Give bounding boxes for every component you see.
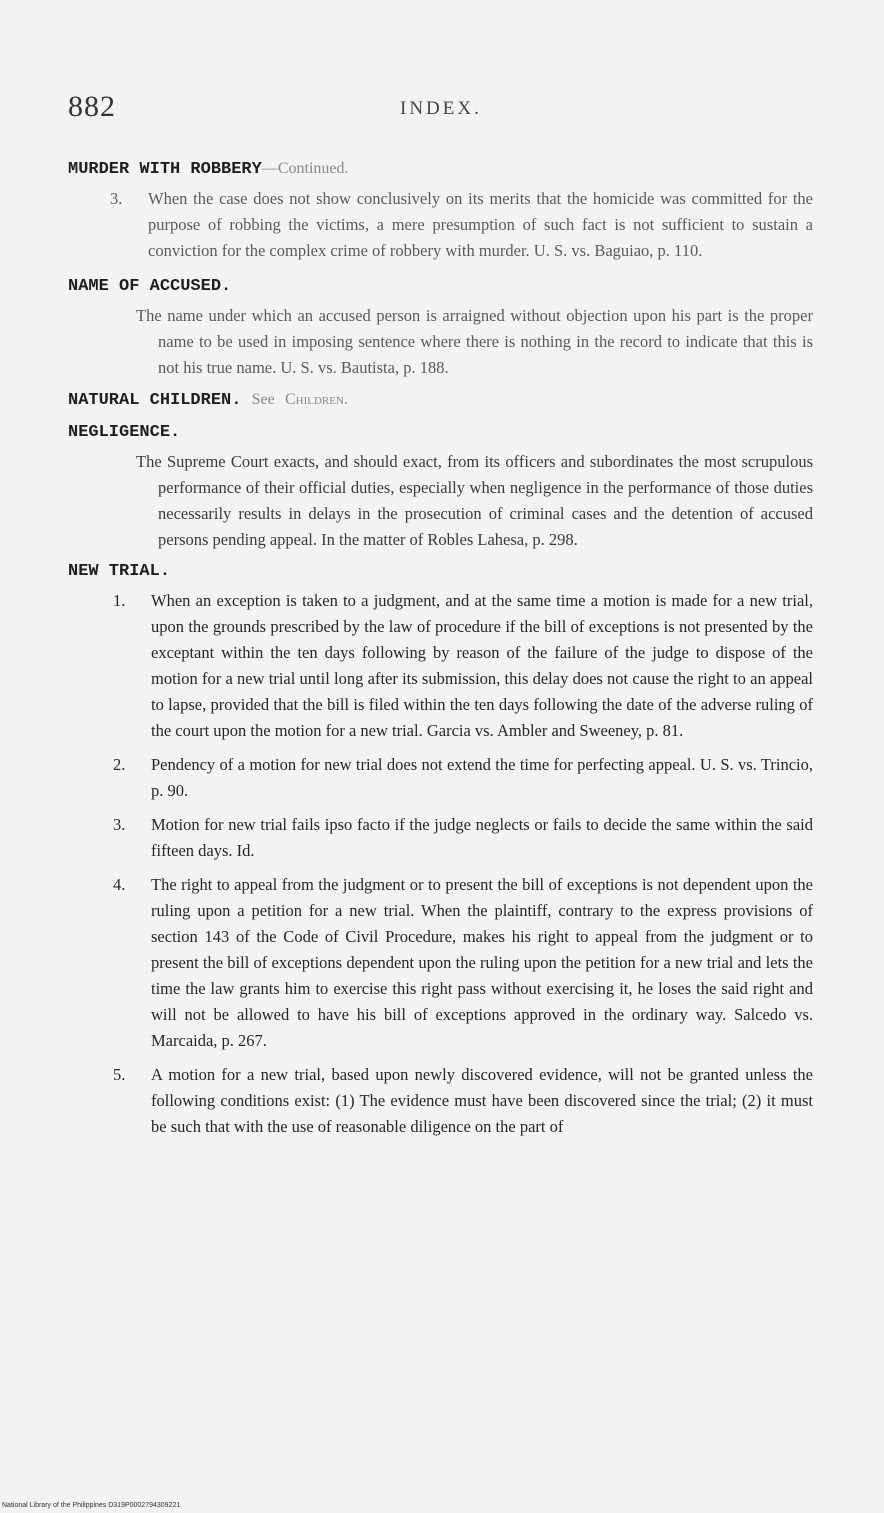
see-label: See [251, 391, 275, 408]
index-content [68, 150, 813, 1148]
entry-title: NATURAL CHILDREN. [68, 391, 242, 410]
scan-footer: National Library of the Philippines D319P0002794309221 [2, 1502, 181, 1509]
running-head: INDEX. [400, 98, 482, 119]
list-item [68, 588, 813, 748]
item-text: When an exception is taken to a judgment, and at the same time a motion is made for a new trial, upon the grounds prescribed by the law of procedure if the bill of exceptions is not presented by the exceptant within the ten days following by reason of the failure of the judge to dispose of the motion for a new trial until long after its submission, this delay does not cause the right to an appeal to lapse, provided that the bill is filed within the ten days following the date of the adverse ruling of the court upon the motion for a new trial. Garcia vs. Ambler and Sweeney, p. 81. [151, 591, 813, 740]
entry-heading-new-trial: NEW TRIAL. [68, 562, 171, 581]
entry-text: The name under which an accused person is arraigned without objection upon his part is the proper name to be used in imposing sentence where there is nothing in the record to indicate that this is not his true name. U. S. vs. Bautista, p. 188. [136, 306, 813, 377]
item-number: 5. [113, 1065, 126, 1084]
entry-heading-negligence: NEGLIGENCE. [68, 423, 181, 442]
item-text: When the case does not show conclusively on its merits that the homicide was committed for the purpose of robbing the victims, a mere presumption of such fact is not sufficient to sustain a conviction for the complex crime of robbery with murder. U. S. vs. Baguiao, p. 110. [148, 189, 813, 260]
item-number: 3. [113, 815, 126, 834]
entry-heading-natural-children [68, 387, 813, 414]
item-number: 2. [113, 755, 126, 774]
entry-text: The Supreme Court exacts, and should exact, from its officers and subordinates the most scrupulous performance of their official duties, especially when negligence in the performance of those duties necessarily results in delays in the prosecution of criminal cases and the detention of accused persons pending appeal. In the matter of Robles Lahesa, p. 298. [136, 452, 813, 549]
item-number: 3. [110, 189, 123, 208]
page-header [68, 90, 828, 130]
list-item [68, 872, 813, 1058]
item-text: Pendency of a motion for new trial does not extend the time for perfecting appeal. U. S. vs. Trincio, p. 90. [151, 755, 813, 800]
entry-title: MURDER WITH ROBBERY [68, 160, 262, 179]
item-number: 1. [113, 591, 126, 610]
item-text: A motion for a new trial, based upon newly discovered evidence, will not be granted unless the following conditions exist: (1) The evidence must have been discovered since the trial; (2) it must be such that with the use of reasonable diligence on the part of [151, 1065, 813, 1136]
item-text: Motion for new trial fails ipso facto if the judge neglects or fails to decide the same within the said fifteen days. Id. [151, 815, 813, 860]
list-item [68, 812, 813, 868]
list-item [68, 186, 813, 268]
entry-heading-murder-with-robbery [68, 156, 813, 183]
entry-heading-name-of-accused: NAME OF ACCUSED. [68, 277, 232, 296]
continued-label: —Continued. [261, 160, 349, 177]
list-item [68, 752, 813, 808]
page-number: 882 [68, 90, 116, 123]
item-number: 4. [113, 875, 126, 894]
see-reference: Children. [284, 391, 348, 408]
list-item [68, 1062, 813, 1144]
item-text: The right to appeal from the judgment or to present the bill of exceptions is not dependent upon the ruling upon a petition for a new trial. When the plaintiff, contrary to the express provisions of section 143 of the Code of Civil Procedure, makes his right to appeal from the judgment or to present the bill of exceptions dependent upon the ruling upon the petition for a new trial and lets the time the law grants him to exercise this right pass without exercising it, he loses the said right and will not be allowed to have his bill of exceptions approved in the ordinary way. Salcedo vs. Marcaida, p. 267. [151, 875, 813, 1050]
